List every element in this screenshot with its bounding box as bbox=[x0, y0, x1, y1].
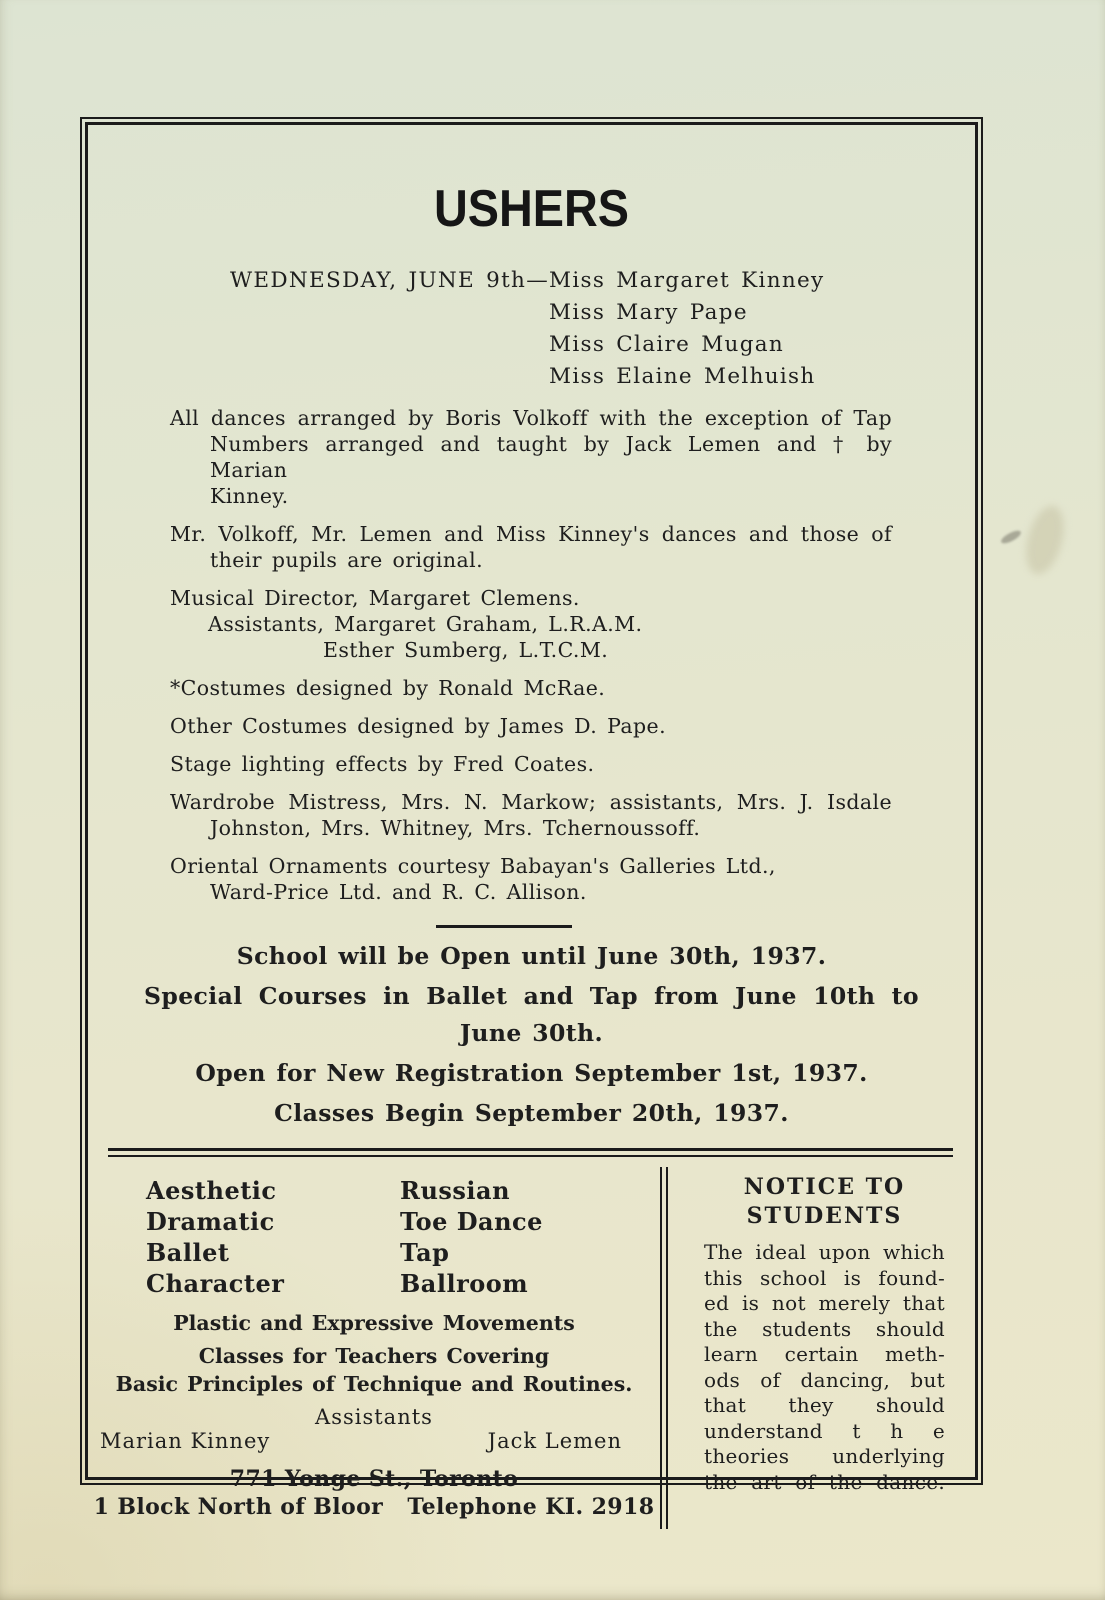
credit-line: *Costumes designed by Ronald McRae. bbox=[170, 676, 606, 700]
class-type: Character bbox=[146, 1269, 285, 1298]
credit-line: Oriental Ornaments courtesy Babayan's Galleries Ltd., bbox=[170, 854, 776, 878]
footer-columns bbox=[88, 1159, 975, 1537]
credit-line: Assistants, Margaret Graham, L.R.A.M. bbox=[208, 612, 643, 636]
credit-line: their pupils are original. bbox=[210, 548, 483, 572]
course-description-line: Basic Principles of Technique and Routines. bbox=[115, 1372, 633, 1396]
notice-body-line: ods of dancing, but bbox=[704, 1367, 945, 1392]
usher-name: Miss Mary Pape bbox=[549, 300, 748, 325]
ushers-date-label: WEDNESDAY, JUNE 9th— bbox=[230, 268, 549, 293]
credits-section bbox=[170, 405, 892, 905]
notice-body-line: the students should bbox=[704, 1316, 945, 1341]
class-type: Russian bbox=[400, 1176, 511, 1205]
credit-line: All dances arranged by Boris Volkoff with the exception of Tap bbox=[170, 406, 892, 430]
credit-line: Esther Sumberg, L.T.C.M. bbox=[323, 638, 609, 662]
credit-line: Ward-Price Ltd. and R. C. Allison. bbox=[210, 880, 587, 904]
announcement-line: June 30th. bbox=[459, 1019, 604, 1047]
notice-body-line: theories underlying bbox=[704, 1444, 945, 1468]
credit-line: Johnston, Mrs. Whitney, Mrs. Tchernoussoff. bbox=[210, 816, 701, 840]
notice-heading-line: STUDENTS bbox=[746, 1203, 903, 1229]
class-type: Ballet bbox=[146, 1238, 230, 1267]
class-type: Tap bbox=[400, 1238, 450, 1267]
class-types-col2 bbox=[400, 1175, 654, 1299]
credit-line: Wardrobe Mistress, Mrs. N. Markow; assistants, Mrs. J. Isdale bbox=[170, 790, 892, 814]
assistants-heading: Assistants bbox=[315, 1405, 433, 1429]
ushers-list bbox=[230, 265, 975, 393]
announcement-line: Open for New Registration September 1st, 1937. bbox=[195, 1059, 868, 1087]
address-line1: 771 Yonge St., Toronto bbox=[229, 1466, 519, 1492]
page-title: USHERS bbox=[433, 180, 630, 238]
class-type: Ballroom bbox=[400, 1269, 529, 1298]
school-address bbox=[88, 1465, 660, 1521]
assistant-name-left: Marian Kinney bbox=[100, 1429, 271, 1453]
assistants-row bbox=[100, 1429, 622, 1453]
class-type: Dramatic bbox=[146, 1207, 275, 1236]
notice-heading-line: NOTICE TO bbox=[743, 1174, 906, 1200]
usher-name: Miss Claire Mugan bbox=[549, 332, 785, 357]
announcement-line: School will be Open until June 30th, 1937. bbox=[236, 942, 827, 970]
notice-body-line: understand t h e bbox=[704, 1418, 945, 1443]
announcements-section bbox=[144, 938, 919, 1132]
class-type: Toe Dance bbox=[400, 1207, 543, 1236]
notice-column bbox=[668, 1159, 975, 1537]
notice-body-line: learn certain meth- bbox=[704, 1342, 945, 1366]
course-descriptions bbox=[88, 1309, 660, 1398]
usher-name: Miss Margaret Kinney bbox=[549, 268, 825, 293]
notice-body-line: ed is not merely that bbox=[704, 1291, 945, 1315]
school-info-column bbox=[88, 1159, 660, 1537]
course-description-line: Plastic and Expressive Movements bbox=[173, 1311, 575, 1335]
address-line2: 1 Block North of Bloor Telephone KI. 2918 bbox=[93, 1494, 655, 1520]
notice-body-line: The ideal upon which bbox=[704, 1240, 945, 1264]
class-types-col1 bbox=[146, 1175, 400, 1299]
notice-heading bbox=[704, 1173, 945, 1231]
short-divider-rule bbox=[436, 925, 572, 928]
credit-line: Mr. Volkoff, Mr. Lemen and Miss Kinney's dances and those of bbox=[170, 522, 892, 546]
credit-line: Musical Director, Margaret Clemens. bbox=[170, 586, 580, 610]
page-border-frame bbox=[85, 122, 978, 1520]
notice-body-line: that they should bbox=[704, 1393, 945, 1417]
notice-body-line: the art of the dance. bbox=[704, 1469, 945, 1494]
notice-body-line: this school is found- bbox=[704, 1265, 945, 1290]
column-separator-rule bbox=[660, 1167, 668, 1529]
course-description-line: Classes for Teachers Covering bbox=[198, 1344, 550, 1368]
class-types bbox=[146, 1175, 660, 1299]
double-rule-divider bbox=[108, 1148, 953, 1157]
credit-line: Kinney. bbox=[210, 484, 289, 508]
usher-name: Miss Elaine Melhuish bbox=[549, 364, 816, 389]
credit-line: Numbers arranged and taught by Jack Lemen and † by Marian bbox=[210, 432, 892, 482]
paper-stain bbox=[1020, 502, 1071, 578]
paper-smudge bbox=[999, 528, 1022, 545]
credit-line: Stage lighting effects by Fred Coates. bbox=[170, 752, 595, 776]
announcement-line: Classes Begin September 20th, 1937. bbox=[274, 1099, 789, 1127]
notice-body bbox=[704, 1240, 945, 1495]
credit-line: Other Costumes designed by James D. Pape. bbox=[170, 714, 666, 738]
announcement-line: Special Courses in Ballet and Tap from June 10th to bbox=[144, 982, 919, 1010]
class-type: Aesthetic bbox=[146, 1176, 277, 1205]
ushers-names bbox=[549, 265, 824, 393]
assistant-name-right: Jack Lemen bbox=[487, 1429, 622, 1453]
